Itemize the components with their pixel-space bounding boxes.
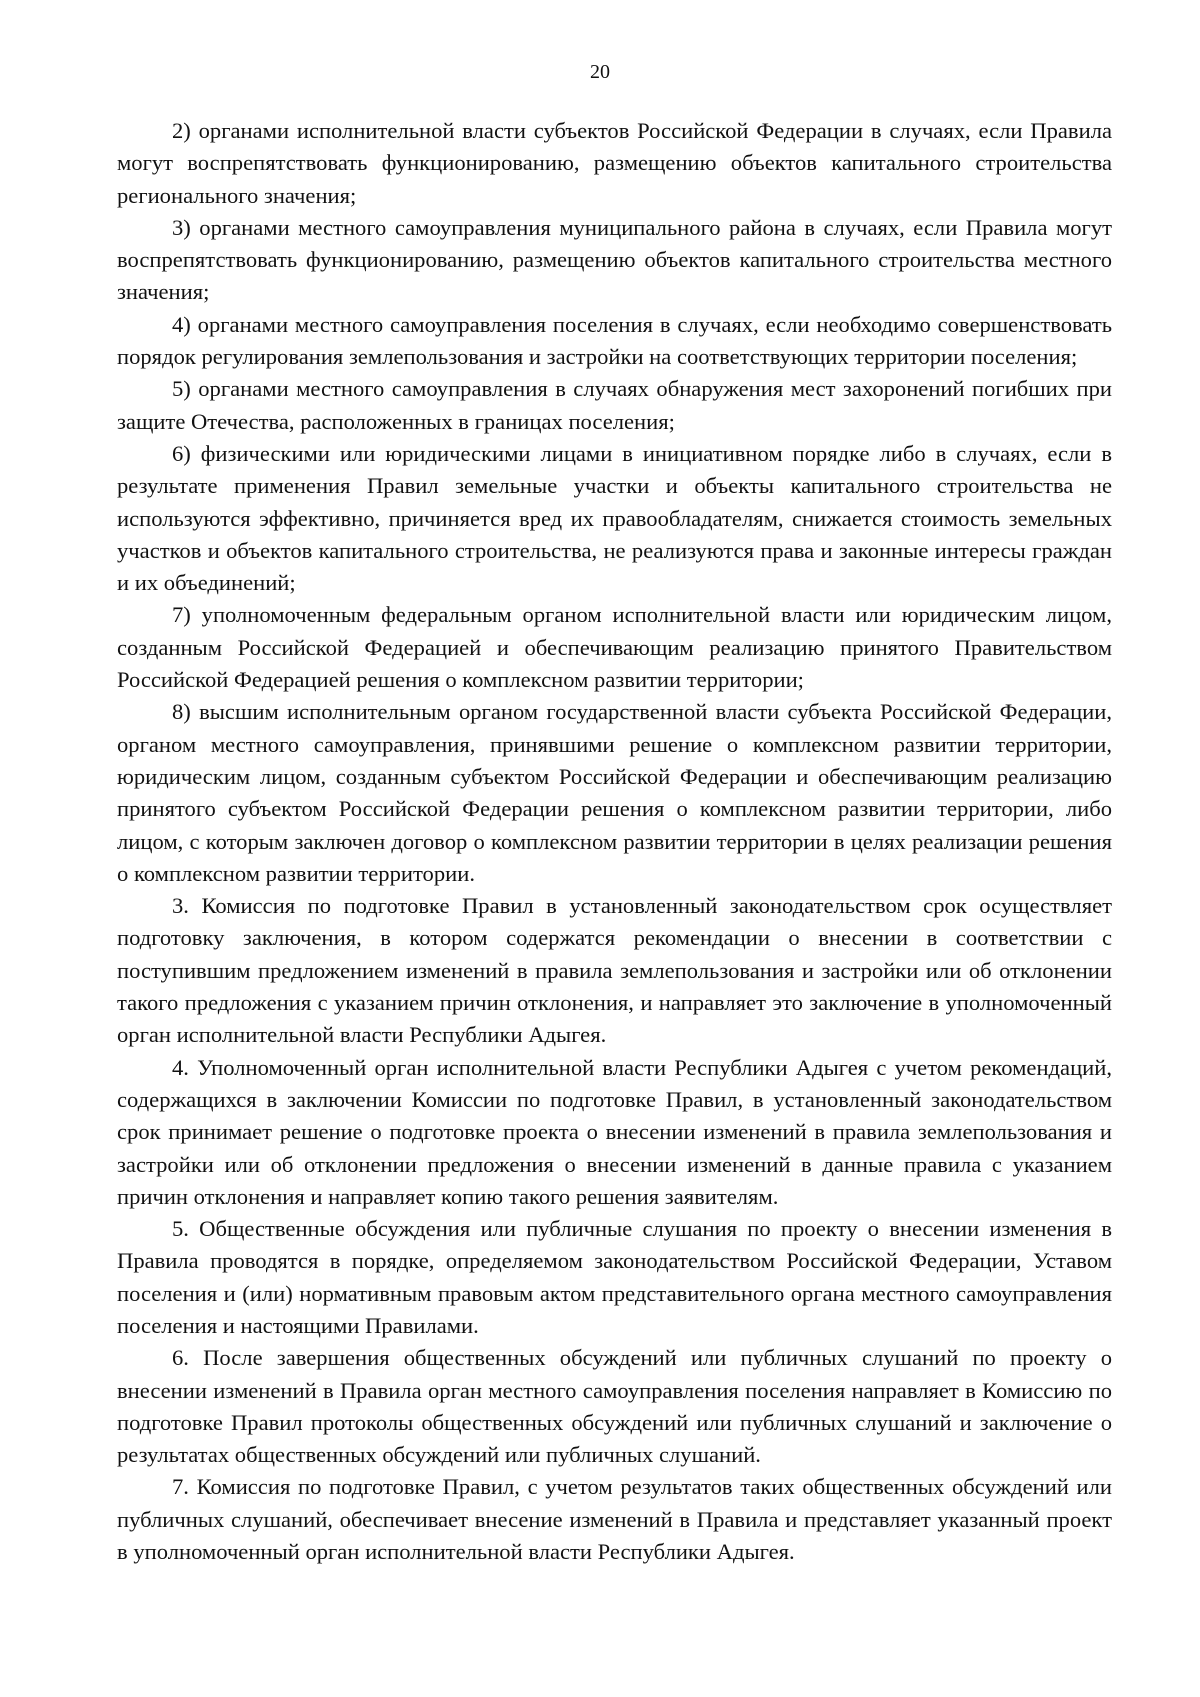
- page-number: 20: [590, 61, 610, 83]
- paragraph-item-6: 6) физическими или юридическими лицами в инициативном порядке либо в случаях, если в результате применения Правил земельные участки и объекты капитального строительства не используются эффективно, причиняется вред их правообладателям, снижается стоимость земельных участков и объектов капитального строительства, не реализуются права и законные интересы граждан и их объединений;: [117, 440, 1112, 596]
- paragraph-item-3: 3) органами местного самоуправления муниципального района в случаях, если Правила могут воспрепятствовать функционированию, размещению объектов капитального строительства местного значения;: [117, 214, 1112, 305]
- paragraph-section-4: 4. Уполномоченный орган исполнительной власти Республики Адыгея с учетом рекомендаций, содержащихся в заключении Комиссии по подготовке Правил, в установленный законодательством срок принимает решение о подготовке проекта о внесении изменений в правила землепользования и застройки или об отклонении предложения о внесении изменений в данные правила с указанием причин отклонения и направляет копию такого решения заявителям.: [117, 1054, 1112, 1209]
- paragraph-section-3: 3. Комиссия по подготовке Правил в установленный законодательством срок осуществляет подготовку заключения, в котором содержатся рекомендации о внесении в соответствии с поступившим предложением изменений в правила землепользования и застройки или об отклонении такого предложения с указанием причин отклонения, и направляет это заключение в уполномоченный орган исполнительной власти Республики Адыгея.: [117, 893, 1112, 1048]
- paragraph-item-8: 8) высшим исполнительным органом государственной власти субъекта Российской Федерации, органом местного самоуправления, принявшими решение о комплексном развитии территории, юридическим лицом, созданным субъектом Российской Федерации и обеспечивающим реализацию принятого субъектом Российской Федерации решения о комплексном развитии территории, либо лицом, с которым заключен договор о комплексном развитии территории в целях реализации решения о комплексном развитии территории.: [117, 699, 1112, 886]
- paragraph-section-5: 5. Общественные обсуждения или публичные слушания по проекту о внесении изменения в Правила проводятся в порядке, определяемом законодательством Российской Федерации, Уставом поселения и (или) нормативным правовым актом представительного органа местного самоуправления поселения и настоящими Правилами.: [117, 1216, 1112, 1338]
- document-body: [117, 115, 1112, 1568]
- paragraph-item-7: 7) уполномоченным федеральным органом исполнительной власти или юридическим лицом, созданным Российской Федерацией и обеспечивающим реализацию принятого Правительством Российской Федерацией решения о комплексном развитии территории;: [117, 602, 1112, 693]
- paragraph-item-5: 5) органами местного самоуправления в случаях обнаружения мест захоронений погибших при защите Отечества, расположенных в границах поселения;: [117, 376, 1112, 434]
- paragraph-item-4: 4) органами местного самоуправления поселения в случаях, если необходимо совершенствовать порядок регулирования землепользования и застройки на соответствующих территории поселения;: [117, 311, 1112, 370]
- paragraph-section-6: 6. После завершения общественных обсуждений или публичных слушаний по проекту о внесении изменений в Правила орган местного самоуправления поселения направляет в Комиссию по подготовке Правил протоколы общественных обсуждений или публичных слушаний и заключение о результатах общественных обсуждений или публичных слушаний.: [117, 1345, 1112, 1468]
- paragraph-item-2: 2) органами исполнительной власти субъектов Российской Федерации в случаях, если Правила могут воспрепятствовать функционированию, размещению объектов капитального строительства регионального значения;: [117, 118, 1112, 208]
- paragraph-section-7: 7. Комиссия по подготовке Правил, с учетом результатов таких общественных обсуждений или публичных слушаний, обеспечивает внесение изменений в Правила и представляет указанный проект в уполномоченный орган исполнительной власти Республики Адыгея.: [117, 1474, 1112, 1565]
